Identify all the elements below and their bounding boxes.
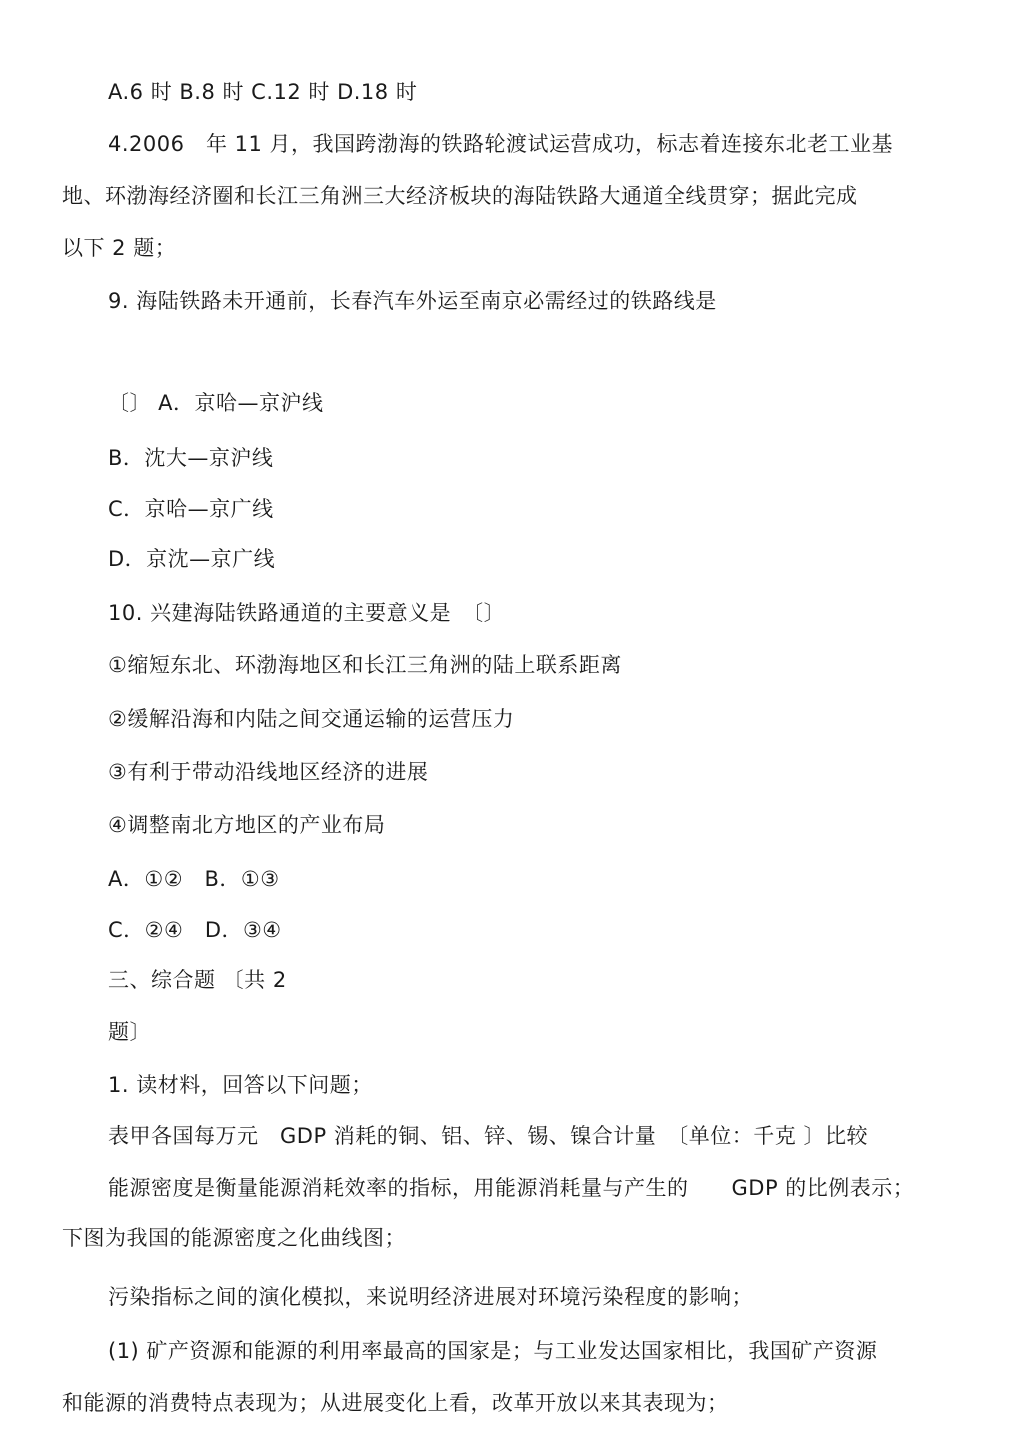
q10-statement-4: ④调整南北方地区的产业布局: [108, 813, 386, 837]
q10-stem: 10. 兴建海陆铁路通道的主要意义是 〔〕: [108, 601, 506, 625]
q10-options-cd: C．②④ D．③④: [108, 918, 282, 942]
q9-option-a: 〔〕 A．京哈—京沪线: [108, 391, 324, 415]
q10-statement-3: ③有利于带动沿线地区经济的进展: [108, 760, 429, 784]
pollution-model-text: 污染指标之间的演化模拟，来说明经济进展对环境污染程度的影响；: [108, 1285, 753, 1309]
q8-options-line: A.6 时 B.8 时 C.12 时 D.18 时: [108, 80, 418, 104]
energy-density-text-1: 能源密度是衡量能源消耗效率的指标，用能源消耗量与产生的 GDP 的比例表示；: [108, 1176, 915, 1200]
q9-option-b: B．沈大—京沪线: [108, 446, 274, 470]
q9-option-d: D．京沈—京广线: [108, 547, 276, 571]
table-a-caption: 表甲各国每万元 GDP 消耗的铜、铝、锌、锡、镍合计量 〔单位：千克 〕比较: [108, 1124, 868, 1148]
q9-stem: 9. 海陆铁路未开通前，长春汽车外运至南京必需经过的铁路线是: [108, 289, 717, 313]
q10-options-ab: A．①② B．①③: [108, 867, 280, 891]
sub-question-1-line-2: 和能源的消费特点表现为；从进展变化上看，改革开放以来其表现为；: [62, 1391, 729, 1415]
q4-intro-line-2: 地、环渤海经济圈和长江三角洲三大经济板块的海陆铁路大通道全线贯穿；据此完成: [62, 184, 858, 208]
energy-density-text-2: 下图为我国的能源密度之化曲线图；: [62, 1226, 406, 1250]
section-3-heading: 三、综合题 〔共 2: [108, 968, 287, 992]
q10-statement-2: ②缓解沿海和内陆之间交通运输的运营压力: [108, 707, 515, 731]
q4-intro-line-3: 以下 2 题；: [62, 236, 177, 260]
section-3-heading-cont: 题〕: [108, 1020, 151, 1044]
q4-intro-line-1: 4.2006 年 11 月，我国跨渤海的铁路轮渡试运营成功，标志着连接东北老工业基: [108, 132, 894, 156]
comprehensive-q1-stem: 1. 读材料，回答以下问题；: [108, 1073, 373, 1097]
sub-question-1-line-1: (1) 矿产资源和能源的利用率最高的国家是；与工业发达国家相比，我国矿产资源: [108, 1339, 878, 1363]
q10-statement-1: ①缩短东北、环渤海地区和长江三角洲的陆上联系距离: [108, 653, 622, 677]
q9-option-c: C．京哈—京广线: [108, 497, 274, 521]
